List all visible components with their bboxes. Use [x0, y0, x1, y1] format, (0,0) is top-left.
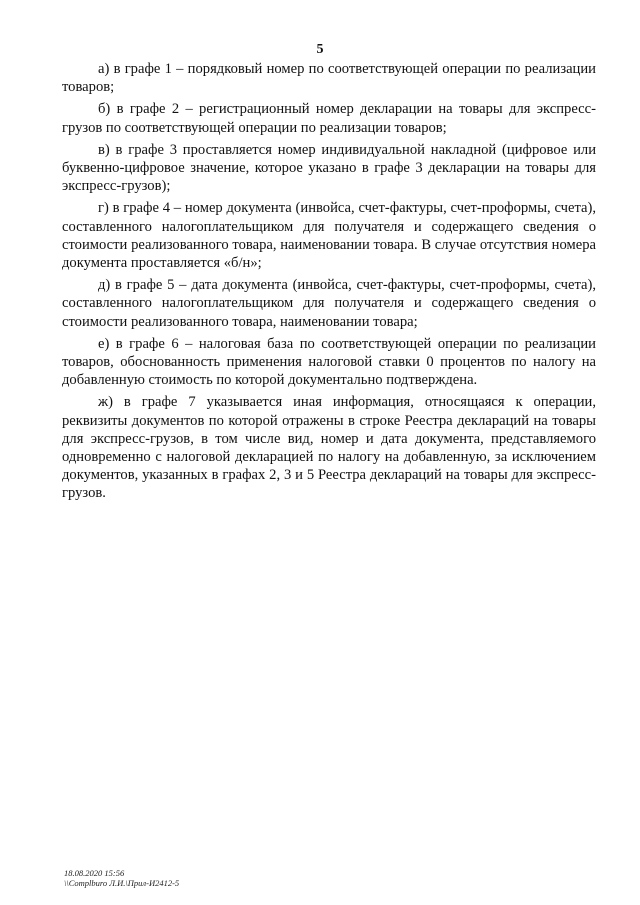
paragraph-a: а) в графе 1 – порядковый номер по соответствующей операции по реализации товаров; — [62, 61, 596, 96]
paragraph-b: б) в графе 2 – регистрационный номер декларации на товары для экспресс-грузов по соответствующей операции по реализации товаров; — [62, 101, 596, 136]
paragraph-v: в) в графе 3 проставляется номер индивидуальной накладной (цифровое или буквенно-цифровое значение, которое указано в графе 3 декларации на товары для экспресс-грузов); — [62, 141, 596, 195]
document-body — [62, 60, 596, 507]
paragraph-e: е) в графе 6 – налоговая база по соответствующей операции по реализации товаров, обоснованность применения налоговой ставки 0 процентов по налогу на добавленную стоимость по которой документально подтверждена. — [62, 335, 596, 389]
page-number: 5 — [316, 42, 324, 57]
footer-file-path: \\Complburo Л.И.\Прил-И2412-5 — [64, 878, 180, 888]
paragraph-zh: ж) в графе 7 указывается иная информация, относящаяся к операции, реквизиты документов по которой отражены в строке Реестра деклараций на товары для экспресс-грузов, в том числе вид, номер и дата документа, представляемого одновременно с налоговой декларацией по налогу на добавленную, за исключением документов, указанных в графах 2, 3 и 5 Реестра деклараций на товары для экспресс-грузов. — [62, 394, 596, 502]
document-footer — [64, 868, 179, 888]
paragraph-g: г) в графе 4 – номер документа (инвойса, счет-фактуры, счет-проформы, счета), составленного налогоплательщиком для получателя и содержащего сведения о стоимости реализованного товара, наименовании товара. В случае отсутствия номера документа проставляется «б/н»; — [62, 200, 596, 272]
paragraph-d: д) в графе 5 – дата документа (инвойса, счет-фактуры, счет-проформы, счета), составленного налогоплательщиком для получателя и содержащего сведения о стоимости реализованного товара, наименовании товара; — [62, 277, 596, 330]
footer-timestamp: 18.08.2020 15:56 — [64, 868, 125, 878]
